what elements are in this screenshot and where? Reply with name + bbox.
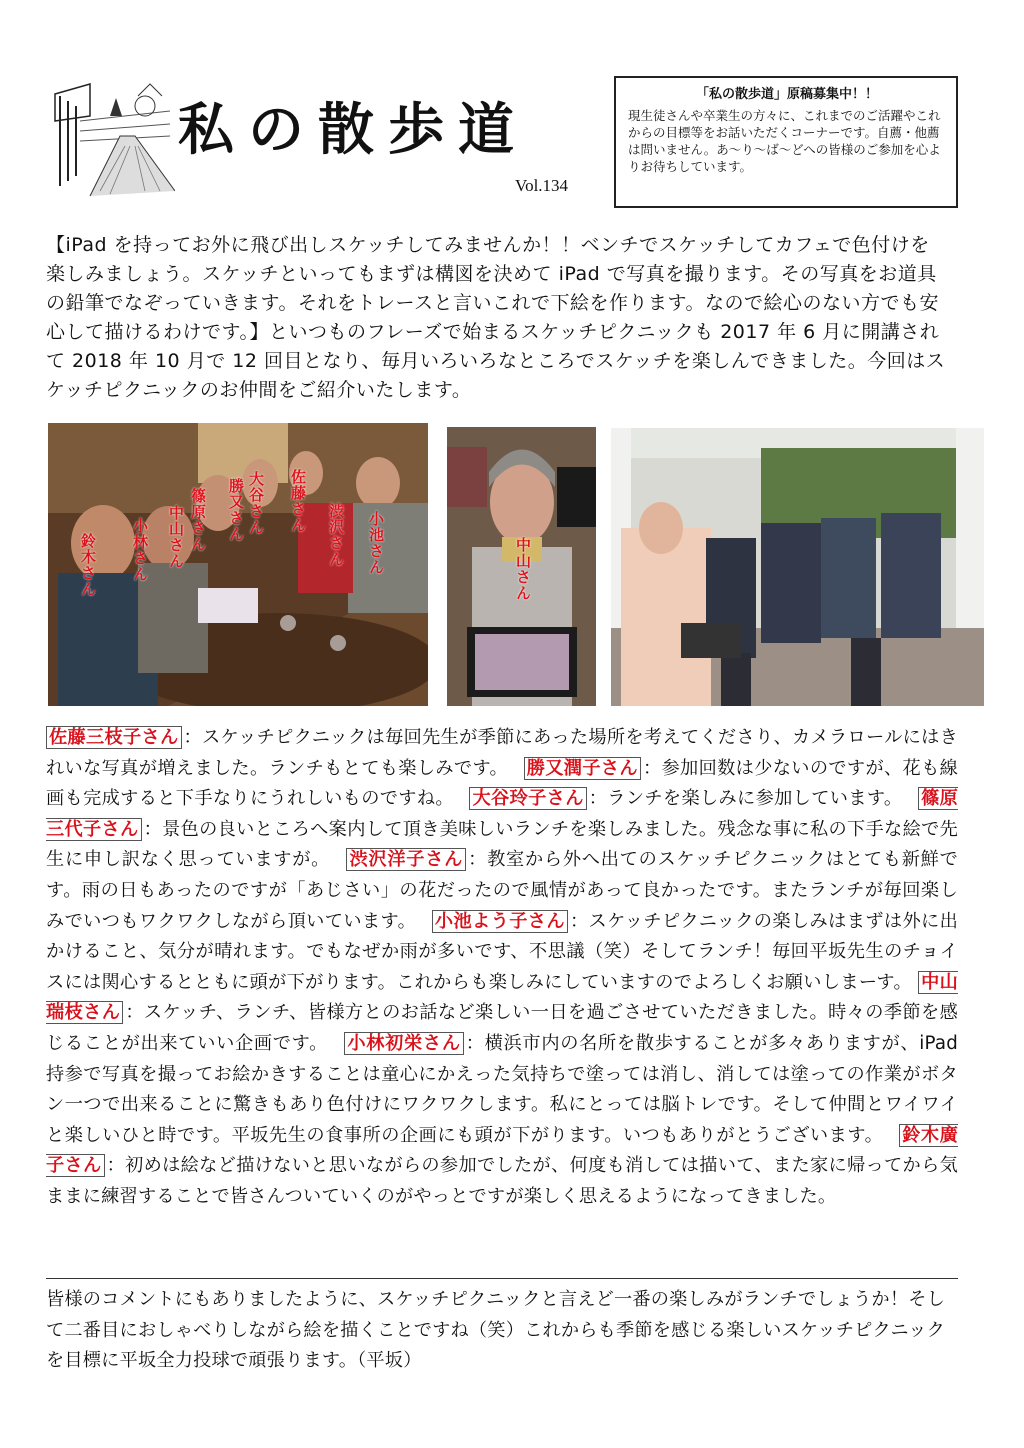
comment-name-sato: 佐藤三枝子さん: [46, 726, 182, 749]
comment-name-kobayashi: 小林初栄さん: [344, 1032, 463, 1055]
notice-title: 「私の散歩道」原稿募集中！！: [695, 87, 878, 102]
restaurant-group-photo: [48, 423, 428, 706]
page-title: 私の散歩道: [178, 97, 528, 163]
photo-label-koike: 小池さん: [367, 511, 385, 575]
comment-text-kobayashi: ：横浜市内の名所を散歩することが多々ありますが、iPad 持参で写真を撮ってお絵かきすることは童心にかえった気持ちで塗っては消し、消しては塗っての作業がボタン一つで出来ることに驚きもあり色付けにワクワクします。私にとっては脳トレです。そして仲間とワイワイと楽しいひと時です。平坂先生の食事所の企画にも頭が下がります。いつもありがとうございます。: [46, 1032, 958, 1146]
comment-name-suzuki: 鈴木廣子さん: [46, 1124, 959, 1177]
comment-name-shibusawa: 渋沢洋子さん: [346, 848, 466, 871]
photo-label-shinohara: 篠原さん: [189, 488, 207, 552]
notice-box: [614, 76, 958, 208]
comment-name-nakayama: 中山瑞枝さん: [46, 971, 958, 1024]
comment-text-nakayama: ：スケッチ、ランチ、皆様方とのお話など楽しい一日を過ごさせていただきました。時々の季節を感じることが出来ていい企画です。: [46, 1002, 958, 1054]
closing-text: 皆様のコメントにもありましたように、スケッチピクニックと言えど一番の楽しみがランチでしょうか！そして二番目におしゃべりしながら絵を描くことですね（笑）これからも季節を感じる楽しいスケッチピクニックを目標に平坂全力投球で頑張ります。（平坂）: [46, 1289, 945, 1372]
street-sketch-illustration: [50, 76, 175, 201]
intro-text: 【iPad を持ってお外に飛び出しスケッチしてみませんか！！ベンチでスケッチしてカフェで色付けを楽しみましょう。スケッチといってもまずは構図を決めて iPad で写真を撮ります。その写真をお道具の鉛筆でなぞっていきます。それをトレースと言いこれで下絵を作ります。なので絵心のない方でも安心して描けるわけです。】といつものフレーズで始まるスケッチピクニックも 2017 年 6 月に開講されて 2018 年 10 月で 12 回目となり、毎月いろいろなところでスケッチを楽しんできました。今回はスケッチピクニックのお仲間をご紹介いたします。: [46, 234, 946, 401]
divider: [46, 1278, 958, 1279]
photo-label-suzuki: 鈴木さん: [79, 533, 97, 597]
comment-text-sato: ：スケッチピクニックは毎回先生が季節にあった場所を考えてくださり、カメラロールにはきれいな写真が増えました。ランチもとても楽しみです。: [46, 727, 958, 779]
comment-text-katsumata: ：参加回数は少ないのですが、花も線画も完成すると下手なりにうれしいものですね。: [46, 757, 959, 810]
volume-number: Vol.134: [515, 176, 569, 195]
header: [50, 76, 610, 201]
notice-body: 現生徒さんや卒業生の方々に、これまでのご活躍やこれからの目標等をお話いただくコーナーです。自薦・他薦は問いません。あ～り～ば～どへの皆様のご参加を心よりお待ちしています。: [628, 108, 941, 174]
comment-text-otani: ：ランチを楽しみに参加しています。: [588, 788, 912, 810]
photo-label-katsumata: 勝又さん: [227, 478, 245, 542]
comment-name-koike: 小池よう子さん: [432, 910, 568, 933]
member-comments: [46, 723, 958, 1213]
photo-label-kobayashi: 小林さん: [131, 518, 149, 582]
comment-text-suzuki: ：初めは絵など描けないと思いながらの参加でしたが、何度も消しては描いて、また家に帰ってから気ままに練習することで皆さんついていくのがやっとですが楽しく思えるようになってきました。: [46, 1155, 958, 1207]
photo-label-shibusawa: 渋沢さん: [327, 503, 345, 567]
photo-label-otani: 大谷さん: [247, 471, 265, 535]
comment-text-koike: ：スケッチピクニックの楽しみはまずは外に出かけること、気分が晴れます。でもなぜか雨が多いです、不思議（笑）そしてランチ！毎回平坂先生のチョイスには関心するとともに頭が下がります。これからも楽しみにしていますのでよろしくお願いしまーす。: [46, 910, 959, 993]
comment-name-katsumata: 勝又潤子さん: [524, 757, 641, 780]
comment-name-shinohara: 篠原三代子さん: [46, 788, 958, 840]
photo-label-sato: 佐藤さん: [289, 469, 307, 533]
comment-name-otani: 大谷玲子さん: [469, 787, 586, 810]
comment-text-shinohara: ：景色の良いところへ案内して頂き美味しいランチを楽しみました。残念な事に私の下手な絵で先生に申し訳なく思っていますが。: [46, 818, 958, 871]
garden-gazebo-photo: [611, 428, 984, 706]
photo-label-nakayama: 中山さん: [167, 505, 185, 569]
photo-label-nakayama-portrait: 中山さん: [514, 537, 532, 601]
comment-text-shibusawa: ：教室から外へ出てのスケッチピクニックはとても新鮮です。雨の日もあったのですが「あじさい」の花だったので風情があって良かったです。またランチが毎回楽しみでいつもワクワクしながら頂いています。: [46, 849, 959, 932]
portrait-photo: [447, 427, 596, 706]
